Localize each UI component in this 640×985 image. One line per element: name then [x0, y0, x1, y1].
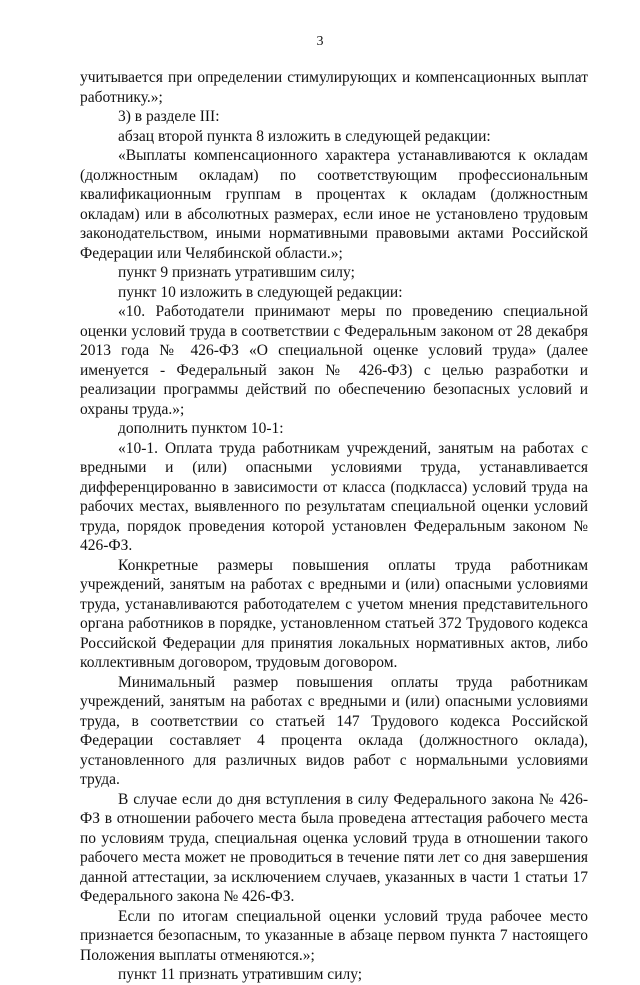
paragraph: «Выплаты компенсационного характера устанавливаются к окладам (должностным окладам) по соответствующим профессиональным квалификационным группам в процентах к окладам (должностным окладам) или в абсолютных размерах, если иное не установлено трудовым законодательством, иными нормативными правовыми актами Российской Федерации или Челябинской области.»;: [80, 147, 588, 262]
paragraph: Минимальный размер повышения оплаты труда работникам учреждений, занятым на работах с вредными и (или) опасными условиями труда, в соответствии со статьей 147 Трудового кодекса Российской Федерации составляет 4 процента оклада (должностного оклада), установленного для различных видов работ с нормальными условиями труда.: [80, 673, 588, 788]
paragraph: учитывается при определении стимулирующих и компенсационных выплат работнику.»;: [80, 69, 588, 106]
paragraph: дополнить пунктом 10-1:: [118, 420, 284, 437]
paragraph: «10. Работодатели принимают меры по проведению специальной оценки условий труда в соответствии с Федеральным законом от 28 декабря 2013 года № 426-ФЗ «О специальной оценке условий труда» (далее именуется - Федеральный закон № 426-ФЗ) с целью разработки и реализации программы действий по обеспечению безопасных условий и охраны труда.»;: [80, 303, 588, 418]
paragraph: абзац второй пункта 8 изложить в следующей редакции:: [118, 127, 491, 145]
paragraph: пункт 10 изложить в следующей редакции:: [118, 283, 403, 301]
document-body: [80, 68, 588, 985]
paragraph: пункт 11 признать утратившим силу;: [118, 966, 363, 983]
page-number: 3: [316, 34, 324, 49]
paragraph: В случае если до дня вступления в силу Федерального закона № 426-ФЗ в отношении рабочего места была проведена аттестация рабочего места по условиям труда, специальная оценка условий труда в отношении такого рабочего места может не проводиться в течение пяти лет со дня завершения данной аттестации, за исключением случаев, указанных в части 1 статьи 17 Федерального закона № 426-ФЗ.: [80, 790, 588, 905]
paragraph: Конкретные размеры повышения оплаты труда работникам учреждений, занятым на работах с вредными и (или) опасными условиями труда, устанавливаются работодателем с учетом мнения представительного органа работников в порядке, установленном статьей 372 Трудового кодекса Российской Федерации для принятия локальных нормативных актов, либо коллективным договором, трудовым договором.: [80, 556, 588, 671]
paragraph: 3) в разделе III:: [118, 108, 220, 125]
paragraph: «10-1. Оплата труда работникам учреждений, занятым на работах с вредными и (или) опасными условиями труда, устанавливается дифференцированно в зависимости от класса (подкласса) условий труда на рабочих местах, выявленного по результатам специальной оценки условий труда, порядок проведения которой установлен Федеральным законом № 426-ФЗ.: [80, 439, 588, 554]
paragraph: Если по итогам специальной оценки условий труда рабочее место признается безопасным, то указанные в абзаце первом пункта 7 настоящего Положения выплаты отменяются.»;: [80, 907, 588, 964]
paragraph: пункт 9 признать утратившим силу;: [118, 264, 355, 281]
